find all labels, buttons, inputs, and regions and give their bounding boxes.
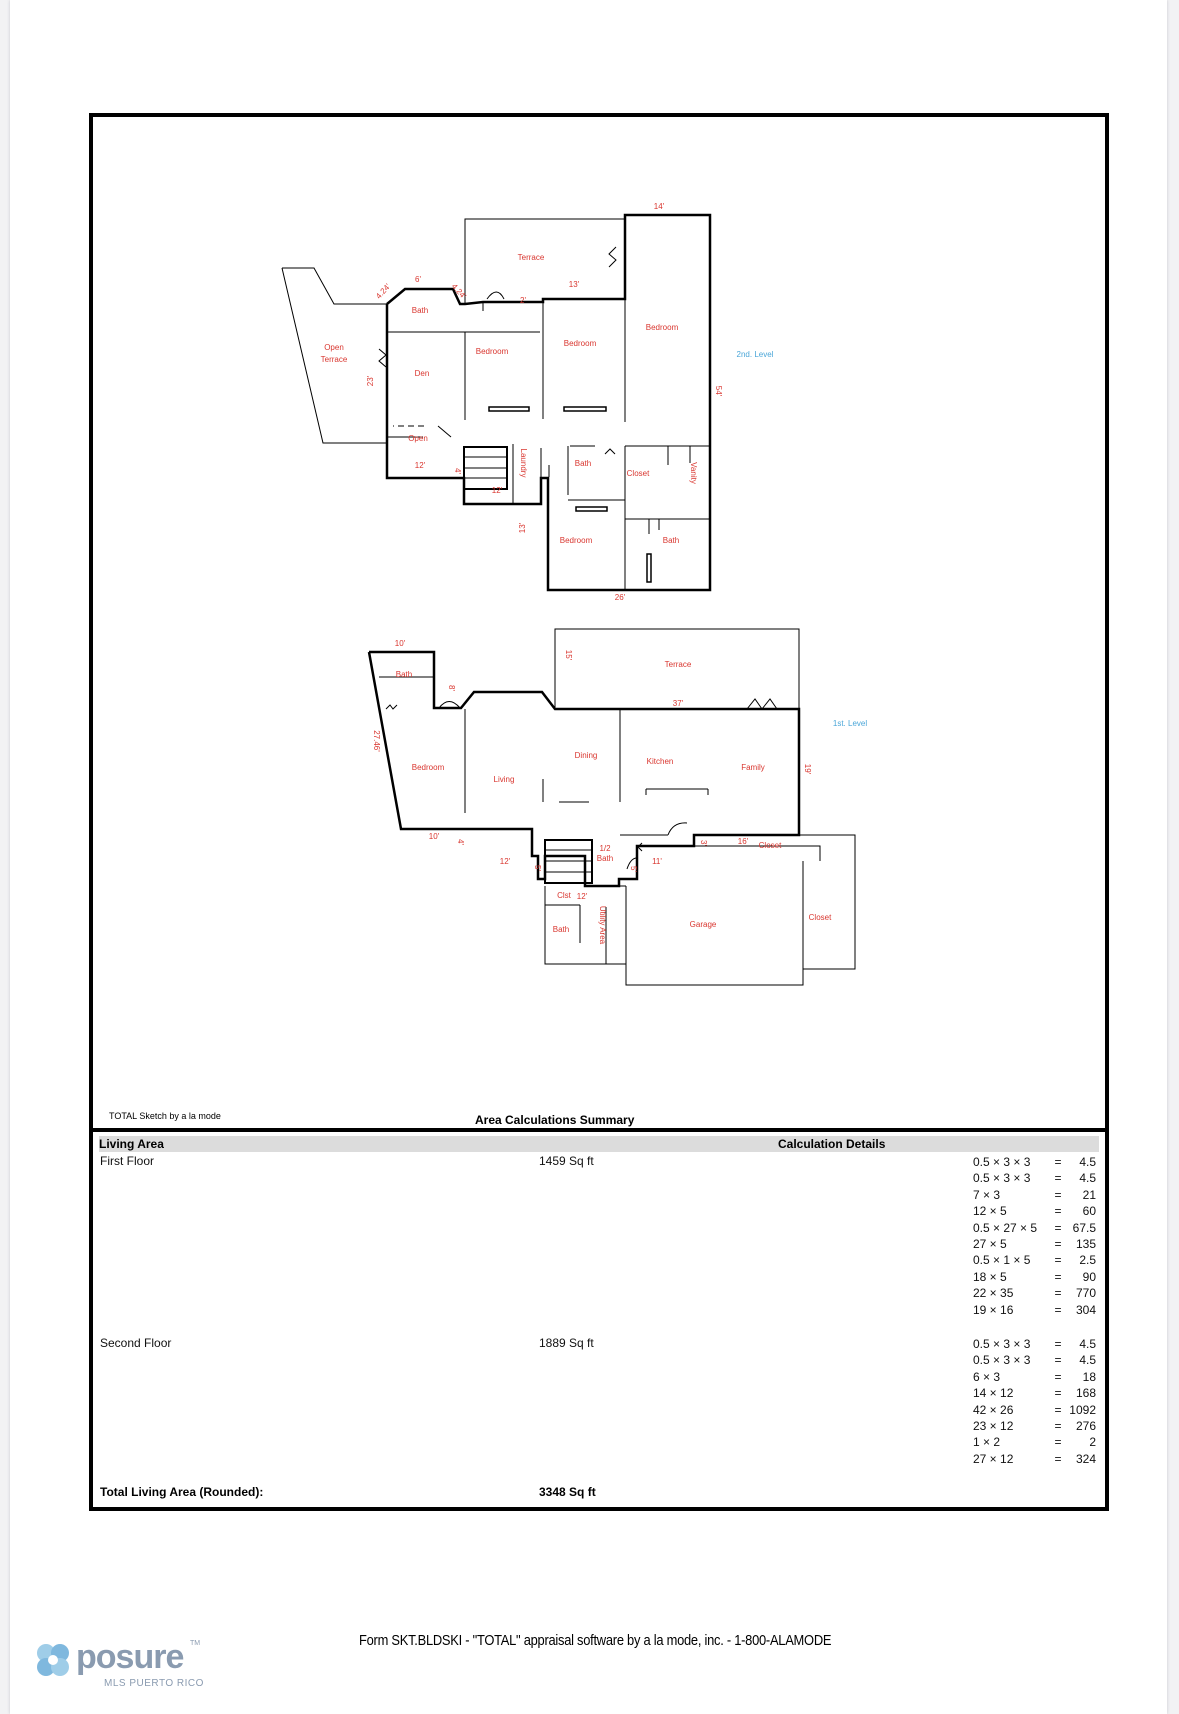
exposure-logo [34, 1638, 204, 1698]
calc-row [973, 1418, 1096, 1434]
dim-label: 10' [394, 639, 406, 648]
calc-row [973, 1451, 1096, 1467]
dim-label: 19' [803, 763, 812, 775]
calc-value: 304 [1075, 1302, 1096, 1317]
room-label: Open [324, 343, 344, 352]
calc-value: 770 [1075, 1286, 1096, 1301]
calc-value: 21 [1082, 1187, 1096, 1202]
dim-label: 4.24' [374, 281, 393, 301]
calc-eq: = [1054, 1402, 1062, 1417]
calc-eq: = [1054, 1269, 1062, 1284]
second-floor-name: Second Floor [100, 1336, 172, 1350]
dim-label: 10' [428, 832, 440, 841]
logo-mark-icon [34, 1640, 76, 1682]
room-label: Terrace [664, 660, 692, 669]
document-page [10, 0, 1167, 1714]
logo-wordmark: posure [76, 1638, 184, 1676]
room-label: Closet [626, 469, 650, 478]
calc-expr: 19 × 16 [973, 1302, 1014, 1317]
calc-row [973, 1434, 1096, 1450]
calc-row [973, 1220, 1096, 1236]
calc-expr: 0.5 × 3 × 3 [973, 1353, 1031, 1368]
dim-label: 54' [714, 385, 723, 397]
dim-label: 13' [568, 280, 580, 289]
calc-value: 1092 [1069, 1402, 1096, 1417]
dim-label: 14' [653, 202, 665, 211]
calc-row [973, 1402, 1096, 1418]
dim-label: 27.46' [372, 730, 381, 752]
room-label: Bath [574, 459, 592, 468]
calc-value: 4.5 [1079, 1171, 1096, 1186]
first-floor-area: 1459 Sq ft [539, 1154, 594, 1168]
calc-value: 4.5 [1079, 1353, 1096, 1368]
room-label: Bath [596, 854, 614, 863]
room-label: Kitchen [646, 757, 674, 766]
calc-row [973, 1203, 1096, 1219]
room-label: Closet [808, 913, 832, 922]
room-label: Den [414, 369, 430, 378]
dim-label: 16' [737, 837, 749, 846]
calc-row [973, 1269, 1096, 1285]
calc-row [973, 1369, 1096, 1385]
level-label: 1st. Level [832, 719, 868, 728]
first-level-plan [369, 629, 855, 985]
room-label: Garage [689, 920, 717, 929]
dim-label: 12' [499, 857, 511, 866]
room-label: Closet [758, 841, 782, 850]
room-label: Bedroom [475, 347, 509, 356]
dim-label: 12' [414, 461, 426, 470]
calc-value: 60 [1082, 1204, 1096, 1219]
second-floor-calcs [973, 1336, 1096, 1467]
calc-expr: 0.5 × 3 × 3 [973, 1155, 1031, 1169]
dim-label: 12' [576, 892, 588, 901]
calc-row [973, 1352, 1096, 1368]
calc-eq: = [1054, 1187, 1062, 1202]
logo-trademark: TM [190, 1640, 201, 1647]
room-label: 1/2 [599, 844, 611, 853]
room-label: Vanity [689, 462, 698, 484]
calc-eq: = [1054, 1286, 1062, 1301]
section-divider [93, 1128, 1105, 1132]
calc-eq: = [1054, 1171, 1062, 1186]
calc-expr: 23 × 12 [973, 1418, 1014, 1433]
room-label: Bedroom [563, 339, 597, 348]
room-label: Living [493, 775, 515, 784]
dim-label: 11' [652, 857, 662, 866]
dim-label: 37' [672, 699, 684, 708]
calc-expr: 0.5 × 27 × 5 [973, 1220, 1038, 1235]
calc-expr: 0.5 × 3 × 3 [973, 1171, 1031, 1186]
calc-expr: 6 × 3 [973, 1369, 1001, 1384]
calc-expr: 42 × 26 [973, 1402, 1014, 1417]
calc-value: 2 [1089, 1435, 1096, 1450]
dim-label: 5' [629, 866, 638, 872]
calc-value: 2.5 [1079, 1253, 1096, 1268]
logo-subtitle: MLS PUERTO RICO [104, 1678, 204, 1689]
dim-label: 26' [614, 593, 626, 602]
calc-expr: 12 × 5 [973, 1204, 1007, 1219]
room-label: Family [741, 763, 765, 772]
calc-eq: = [1054, 1204, 1062, 1219]
room-label: Bath [411, 306, 429, 315]
dim-label: 4' [456, 839, 465, 845]
calc-value: 67.5 [1072, 1220, 1096, 1235]
sketch-credit: TOTAL Sketch by a la mode [109, 1111, 221, 1121]
room-label: Bath [395, 670, 413, 679]
calc-value: 90 [1082, 1269, 1096, 1284]
calc-row [973, 1236, 1096, 1252]
second-level-plan [282, 215, 710, 590]
summary-header-bar [99, 1136, 1099, 1152]
calc-value: 18 [1082, 1369, 1096, 1384]
total-living-area-value: 3348 Sq ft [539, 1485, 596, 1499]
room-label: Bedroom [559, 536, 593, 545]
room-label: Utility Area [598, 905, 607, 945]
calc-eq: = [1054, 1369, 1062, 1384]
calc-value: 276 [1075, 1418, 1096, 1433]
calc-value: 4.5 [1079, 1337, 1096, 1351]
calc-expr: 27 × 12 [973, 1451, 1014, 1466]
calc-eq: = [1054, 1253, 1062, 1268]
calc-expr: 22 × 35 [973, 1286, 1014, 1301]
room-label: Terrace [517, 253, 545, 262]
total-living-area-label: Total Living Area (Rounded): [100, 1485, 264, 1499]
second-floor-area: 1889 Sq ft [539, 1336, 594, 1350]
dim-label: 13' [518, 522, 527, 534]
calc-expr: 18 × 5 [973, 1269, 1007, 1284]
calc-row [973, 1252, 1096, 1268]
calc-eq: = [1054, 1236, 1062, 1251]
calc-row [973, 1385, 1096, 1401]
form-footer: Form SKT.BLDSKI - "TOTAL" appraisal software by a la mode, inc. - 1-800-ALAMODE [359, 1632, 832, 1649]
dim-label: 5' [533, 865, 542, 871]
dim-label: 3' [699, 840, 708, 846]
room-label: Bedroom [411, 763, 445, 772]
calc-value: 4.5 [1079, 1155, 1096, 1169]
room-label: Bath [662, 536, 680, 545]
calc-eq: = [1054, 1155, 1062, 1169]
first-floor-calcs [973, 1154, 1096, 1318]
room-label: Dining [574, 751, 598, 760]
calc-value: 324 [1075, 1451, 1096, 1466]
room-label: Clst [557, 891, 571, 900]
calculation-details-header: Calculation Details [778, 1137, 886, 1151]
calc-expr: 0.5 × 1 × 5 [973, 1253, 1031, 1268]
floor-plan-sketch [93, 117, 1105, 1129]
room-label: Laundry [519, 448, 528, 478]
room-label: Bedroom [645, 323, 679, 332]
dim-label: 23' [366, 375, 375, 387]
calc-expr: 0.5 × 3 × 3 [973, 1337, 1031, 1351]
level-label: 2nd. Level [736, 350, 774, 359]
calc-eq: = [1054, 1451, 1062, 1466]
calc-row [973, 1154, 1096, 1170]
calc-expr: 7 × 3 [973, 1187, 1001, 1202]
calc-row [973, 1170, 1096, 1186]
room-label: Terrace [320, 355, 348, 364]
calc-value: 168 [1075, 1386, 1096, 1401]
sketch-frame [89, 113, 1109, 1511]
room-label: Open [408, 434, 428, 443]
dim-label: 4.24' [449, 281, 468, 301]
dim-label: 15' [564, 649, 573, 661]
room-label: Bath [552, 925, 570, 934]
calc-expr: 1 × 2 [973, 1435, 1001, 1450]
dim-label: 4' [453, 468, 462, 474]
calc-row [973, 1187, 1096, 1203]
calc-expr: 14 × 12 [973, 1386, 1014, 1401]
dim-label: 8' [447, 685, 456, 691]
calc-eq: = [1054, 1386, 1062, 1401]
calc-row [973, 1285, 1096, 1301]
calc-expr: 27 × 5 [973, 1236, 1007, 1251]
living-area-header: Living Area [99, 1137, 164, 1151]
calc-row [973, 1336, 1096, 1352]
calc-eq: = [1054, 1435, 1062, 1450]
calc-row [973, 1302, 1096, 1318]
calc-value: 135 [1075, 1236, 1096, 1251]
first-floor-name: First Floor [100, 1154, 154, 1168]
dim-label: 12' [491, 486, 503, 495]
dim-label: 2' [520, 296, 526, 305]
calc-eq: = [1054, 1418, 1062, 1433]
calc-eq: = [1054, 1353, 1062, 1368]
calc-eq: = [1054, 1337, 1062, 1351]
area-summary-title: Area Calculations Summary [475, 1113, 635, 1127]
dim-label: 6' [415, 275, 421, 284]
calc-eq: = [1054, 1220, 1062, 1235]
calc-eq: = [1054, 1302, 1062, 1317]
